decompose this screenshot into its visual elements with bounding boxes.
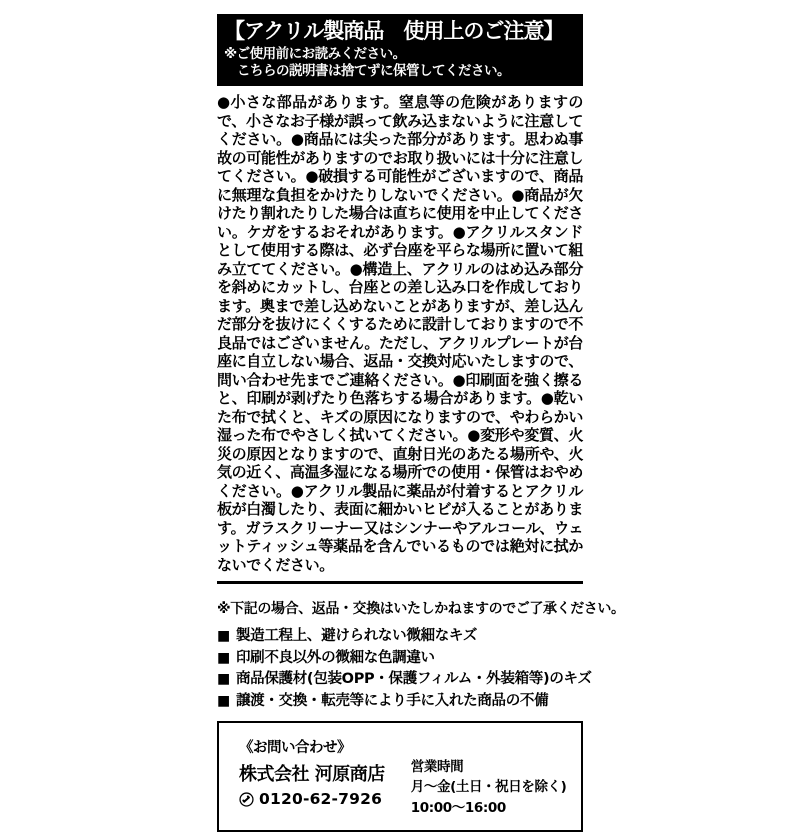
returns-list-item [217,626,583,648]
hours-time: 10:00～16:00 [410,799,506,816]
returns-item-label: 譲渡・交換・転売等により手に入れた商品の不備 [235,692,549,709]
returns-item-label: 商品保護材(包装OPP・保護フィルム・外装箱等)のキズ [235,671,592,688]
hours-days: 月～金(土日・祝日を除く) [410,779,567,796]
returns-list [217,626,592,712]
square-bullet-icon: ■ [217,649,230,666]
header-note-line2: こちらの説明書は捨てずに保管してください。 [237,62,510,79]
contact-left-column [239,736,385,818]
warnings-paragraph: ●小さな部品があります。窒息等の危険がありますので、小さなお子様が誤って飲み込まないように注意してください。●商品には尖った部分があります。思わぬ事故の可能性がありますのでお取り扱いには十分に注意してください。●破損する可能性がございますので、商品に無理な負担をかけたりしないでください。●商品が欠けたり割れたりした場合は直ちに使用を中止してください。ケガをするおそれがあります。●アクリルスタンドとして使用する際は、必ず台座を平らな場所に置いて組み立ててください。●構造上、アクリルのはめ込み部分を斜めにカットし、台座との差し込み口を作成しております。奥まで差し込めないことがありますが、差し込んだ部分を抜けにくくするために設計しておりますので不良品ではございません。ただし、アクリルプレートが台座に自立しない場合、返品・交換対応いたしますので、問い合わせ先までご連絡ください。●印刷面を強く擦ると、印刷が剥げたり色落ちする場合があります。●乾いた布で拭くと、キズの原因になりますので、やわらかい湿った布でやさしく拭いてください。●変形や変質、火災の原因となりますので、直射日光のあたる場所や、火気の近く、高温多湿になる場所での使用・保管はおやめください。●アクリル製品に薬品が付着するとアクリル板が白濁したり、表面に細かいヒビが入ることがあります。ガラスクリーナー又はシンナーやアルコール、ウェットティッシュ等薬品を含んでいるものでは絶対に拭かないでください。 [217,93,583,574]
returns-item-label: 製造工程上、避けられない微細なキズ [235,628,478,645]
contact-box [217,721,583,832]
returns-list-item [217,691,583,713]
square-bullet-icon: ■ [217,692,230,709]
section-divider [217,581,583,584]
contact-heading: 《お問い合わせ》 [239,740,351,757]
header-note-line1: ※ご使用前にお読みください。 [224,46,406,63]
page-title: 【アクリル製商品 使用上のご注意】 [224,19,564,43]
contact-hours-column [411,736,567,818]
hours-label: 営業時間 [410,759,464,776]
returns-list-item [217,648,583,670]
contact-phone-number: 0120-62-7926 [259,790,383,809]
warnings-section [217,93,583,574]
header-banner [217,14,583,86]
returns-section [217,598,625,712]
square-bullet-icon: ■ [217,671,230,688]
header-note [224,46,576,79]
returns-heading: ※下記の場合、返品・交換はいたしかねますのでご了承ください。 [217,601,625,618]
returns-list-item [217,669,592,691]
contact-phone-row [239,790,385,808]
returns-item-label: 印刷不良以外の微細な色調違い [235,649,435,666]
freedial-phone-icon [239,792,254,807]
contact-company-name: 株式会社 河原商店 [239,764,385,786]
instruction-sheet [217,0,625,832]
square-bullet-icon: ■ [217,628,230,645]
